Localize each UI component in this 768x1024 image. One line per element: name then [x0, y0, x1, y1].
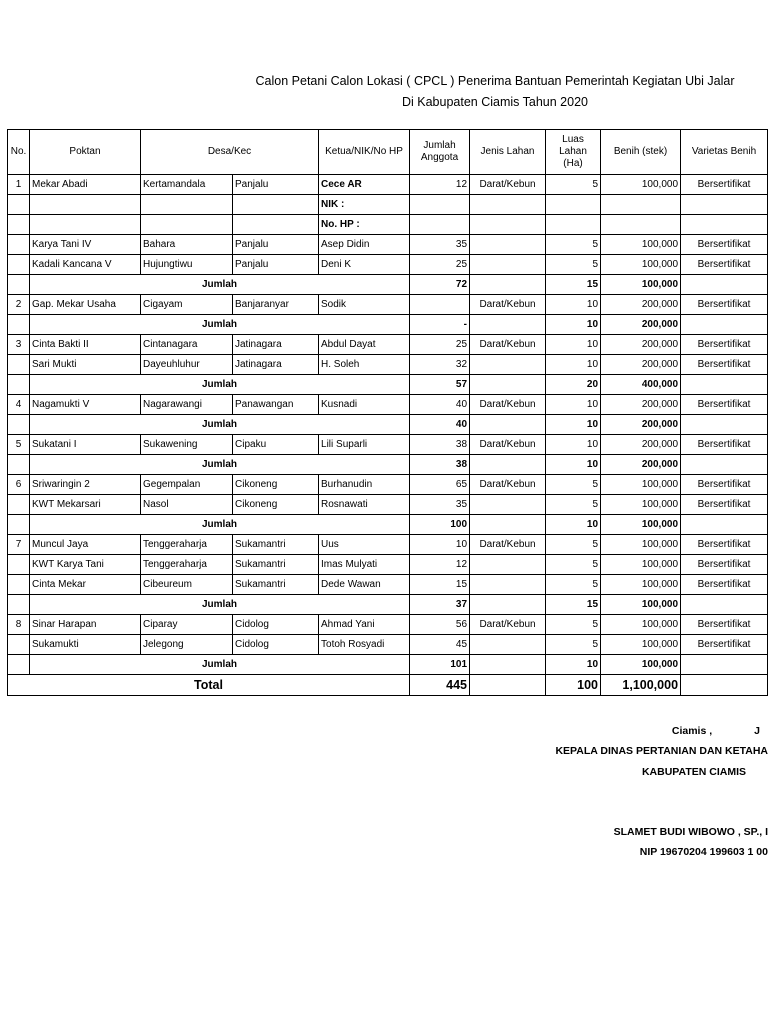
cell-poktan: Sari Mukti	[30, 355, 141, 375]
cell-no: 8	[8, 615, 30, 635]
subtotal-varietas-cell	[681, 655, 768, 675]
cpcl-table	[7, 129, 768, 696]
cell-luas-lahan: 5	[546, 535, 601, 555]
subtotal-jenis-cell	[470, 595, 546, 615]
subtotal-varietas-cell	[681, 515, 768, 535]
header-jenis-lahan: Jenis Lahan	[470, 130, 546, 175]
cell-anggota: 56	[410, 615, 470, 635]
cell-varietas: Bersertifikat	[681, 575, 768, 595]
header-desa-kec: Desa/Kec	[141, 130, 319, 175]
cell-luas-lahan: 5	[546, 255, 601, 275]
cell-poktan: Sinar Harapan	[30, 615, 141, 635]
table-row	[8, 555, 768, 575]
cell-no: 2	[8, 295, 30, 315]
cell-jenis-lahan: Darat/Kebun	[470, 435, 546, 455]
cell-luas-lahan: 5	[546, 495, 601, 515]
cell-poktan: Cinta Mekar	[30, 575, 141, 595]
cell-benih: 200,000	[601, 395, 681, 415]
title-line-2: Di Kabupaten Ciamis Tahun 2020	[401, 95, 588, 109]
cell-benih: 100,000	[601, 575, 681, 595]
cell-benih: 100,000	[601, 615, 681, 635]
cell-benih: 100,000	[601, 555, 681, 575]
cell-desa: Ciparay	[141, 615, 233, 635]
cell-kec	[233, 195, 319, 215]
cell-jenis-lahan	[470, 355, 546, 375]
cell-jenis-lahan: Darat/Kebun	[470, 535, 546, 555]
cell-desa: Nagarawangi	[141, 395, 233, 415]
cell-desa: Dayeuhluhur	[141, 355, 233, 375]
cell-no	[8, 235, 30, 255]
subtotal-row	[8, 375, 768, 395]
subtotal-no-cell	[8, 315, 30, 335]
cell-varietas: Bersertifikat	[681, 335, 768, 355]
cell-ketua: Ahmad Yani	[319, 615, 410, 635]
table-row	[8, 535, 768, 555]
cell-ketua: Imas Mulyati	[319, 555, 410, 575]
cell-ketua: Cece AR	[319, 175, 410, 195]
cell-anggota: 45	[410, 635, 470, 655]
cell-anggota: 15	[410, 575, 470, 595]
cell-kec: Panjalu	[233, 235, 319, 255]
cell-desa: Kertamandala	[141, 175, 233, 195]
subtotal-no-cell	[8, 375, 30, 395]
subtotal-benih: 200,000	[601, 415, 681, 435]
table-row	[8, 195, 768, 215]
table-row	[8, 295, 768, 315]
subtotal-luas: 10	[546, 455, 601, 475]
cell-luas-lahan: 10	[546, 355, 601, 375]
cell-desa: Gegempalan	[141, 475, 233, 495]
table-row	[8, 475, 768, 495]
subtotal-varietas-cell	[681, 415, 768, 435]
table-row	[8, 175, 768, 195]
cell-benih: 100,000	[601, 475, 681, 495]
cell-desa: Sukawening	[141, 435, 233, 455]
cell-ketua: Sodik	[319, 295, 410, 315]
subtotal-varietas-cell	[681, 315, 768, 335]
cell-luas-lahan: 10	[546, 395, 601, 415]
subtotal-benih: 200,000	[601, 315, 681, 335]
table-row	[8, 435, 768, 455]
cell-poktan: Mekar Abadi	[30, 175, 141, 195]
cell-poktan: KWT Mekarsari	[30, 495, 141, 515]
cell-varietas: Bersertifikat	[681, 255, 768, 275]
subtotal-label: Jumlah	[30, 655, 410, 675]
cell-varietas: Bersertifikat	[681, 615, 768, 635]
cell-no: 3	[8, 335, 30, 355]
subtotal-luas: 15	[546, 595, 601, 615]
cell-varietas	[681, 195, 768, 215]
cell-no	[8, 555, 30, 575]
cell-jenis-lahan: Darat/Kebun	[470, 615, 546, 635]
subtotal-label: Jumlah	[30, 375, 410, 395]
subtotal-label: Jumlah	[30, 515, 410, 535]
cell-no: 7	[8, 535, 30, 555]
cell-poktan: Cinta Bakti II	[30, 335, 141, 355]
cell-jenis-lahan: Darat/Kebun	[470, 335, 546, 355]
header-benih: Benih (stek)	[601, 130, 681, 175]
subtotal-jenis-cell	[470, 415, 546, 435]
cell-jenis-lahan: Darat/Kebun	[470, 295, 546, 315]
cell-anggota	[410, 295, 470, 315]
signature-place-date	[672, 725, 760, 737]
subtotal-benih: 100,000	[601, 515, 681, 535]
cell-ketua: No. HP :	[319, 215, 410, 235]
subtotal-row	[8, 515, 768, 535]
cell-jenis-lahan	[470, 195, 546, 215]
subtotal-varietas-cell	[681, 275, 768, 295]
table-row	[8, 575, 768, 595]
header-varietas: Varietas Benih	[681, 130, 768, 175]
cell-luas-lahan: 5	[546, 475, 601, 495]
cell-poktan: Muncul Jaya	[30, 535, 141, 555]
total-benih: 1,100,000	[601, 675, 681, 696]
subtotal-jenis-cell	[470, 515, 546, 535]
cell-ketua: Uus	[319, 535, 410, 555]
signature-office: KABUPATEN CIAMIS	[641, 766, 746, 778]
subtotal-no-cell	[8, 415, 30, 435]
subtotal-row	[8, 415, 768, 435]
cell-jenis-lahan: Darat/Kebun	[470, 395, 546, 415]
cell-luas-lahan: 10	[546, 335, 601, 355]
subtotal-luas: 20	[546, 375, 601, 395]
cell-benih	[601, 215, 681, 235]
signature-name: SLAMET BUDI WIBOWO , SP., I	[613, 826, 768, 838]
cell-anggota: 10	[410, 535, 470, 555]
cell-luas-lahan: 5	[546, 615, 601, 635]
cell-kec: Jatinagara	[233, 355, 319, 375]
cell-anggota	[410, 215, 470, 235]
cell-jenis-lahan	[470, 575, 546, 595]
subtotal-anggota: 37	[410, 595, 470, 615]
cell-poktan: KWT Karya Tani	[30, 555, 141, 575]
cell-benih	[601, 195, 681, 215]
subtotal-benih: 100,000	[601, 275, 681, 295]
cell-anggota	[410, 195, 470, 215]
cell-luas-lahan: 10	[546, 435, 601, 455]
cell-luas-lahan	[546, 195, 601, 215]
cell-no	[8, 195, 30, 215]
subtotal-anggota: 38	[410, 455, 470, 475]
cell-ketua: Rosnawati	[319, 495, 410, 515]
cell-kec: Cikoneng	[233, 475, 319, 495]
cell-benih: 100,000	[601, 255, 681, 275]
cell-no	[8, 355, 30, 375]
subtotal-varietas-cell	[681, 375, 768, 395]
cell-benih: 100,000	[601, 635, 681, 655]
cell-kec: Jatinagara	[233, 335, 319, 355]
cell-luas-lahan	[546, 215, 601, 235]
cell-desa: Tenggeraharja	[141, 535, 233, 555]
cell-kec: Cipaku	[233, 435, 319, 455]
subtotal-no-cell	[8, 595, 30, 615]
subtotal-luas: 15	[546, 275, 601, 295]
cell-ketua: H. Soleh	[319, 355, 410, 375]
subtotal-label: Jumlah	[30, 415, 410, 435]
cell-no	[8, 255, 30, 275]
subtotal-luas: 10	[546, 655, 601, 675]
cell-benih: 200,000	[601, 295, 681, 315]
subtotal-benih: 200,000	[601, 455, 681, 475]
cell-jenis-lahan: Darat/Kebun	[470, 175, 546, 195]
header-no: No.	[8, 130, 30, 175]
signature-nip: NIP 19670204 199603 1 00	[639, 846, 768, 858]
cell-anggota: 25	[410, 335, 470, 355]
subtotal-label: Jumlah	[30, 315, 410, 335]
signature-month: J	[754, 725, 760, 737]
cell-anggota: 12	[410, 555, 470, 575]
subtotal-row	[8, 595, 768, 615]
cell-jenis-lahan	[470, 555, 546, 575]
cell-no: 5	[8, 435, 30, 455]
subtotal-luas: 10	[546, 415, 601, 435]
subtotal-anggota: 40	[410, 415, 470, 435]
cell-desa: Nasol	[141, 495, 233, 515]
header-poktan: Poktan	[30, 130, 141, 175]
cell-luas-lahan: 5	[546, 555, 601, 575]
subtotal-benih: 100,000	[601, 595, 681, 615]
cell-ketua: Burhanudin	[319, 475, 410, 495]
cell-ketua: Abdul Dayat	[319, 335, 410, 355]
subtotal-anggota: 101	[410, 655, 470, 675]
cell-kec: Sukamantri	[233, 535, 319, 555]
cell-anggota: 12	[410, 175, 470, 195]
subtotal-jenis-cell	[470, 275, 546, 295]
subtotal-no-cell	[8, 655, 30, 675]
cell-ketua: Asep Didin	[319, 235, 410, 255]
cell-ketua: Lili Suparli	[319, 435, 410, 455]
cell-ketua: Kusnadi	[319, 395, 410, 415]
cell-anggota: 32	[410, 355, 470, 375]
cell-luas-lahan: 5	[546, 235, 601, 255]
signature-place: Ciamis ,	[671, 725, 713, 737]
cell-kec: Cidolog	[233, 635, 319, 655]
cell-varietas: Bersertifikat	[681, 395, 768, 415]
cell-poktan: Sukatani I	[30, 435, 141, 455]
cell-kec: Cikoneng	[233, 495, 319, 515]
cell-desa: Cibeureum	[141, 575, 233, 595]
subtotal-anggota: 57	[410, 375, 470, 395]
cell-varietas: Bersertifikat	[681, 475, 768, 495]
subtotal-row	[8, 315, 768, 335]
header-jumlah-anggota: Jumlah Anggota	[410, 130, 470, 175]
cell-benih: 100,000	[601, 535, 681, 555]
table-row	[8, 635, 768, 655]
cell-poktan: Gap. Mekar Usaha	[30, 295, 141, 315]
total-row	[8, 675, 768, 696]
subtotal-no-cell	[8, 455, 30, 475]
subtotal-row	[8, 455, 768, 475]
cell-desa: Tenggeraharja	[141, 555, 233, 575]
total-varietas-cell	[681, 675, 768, 696]
cell-jenis-lahan	[470, 235, 546, 255]
cell-anggota: 35	[410, 495, 470, 515]
cell-no	[8, 215, 30, 235]
cell-desa: Jelegong	[141, 635, 233, 655]
cell-varietas: Bersertifikat	[681, 635, 768, 655]
table-row	[8, 215, 768, 235]
cell-luas-lahan: 5	[546, 635, 601, 655]
cell-poktan: Karya Tani IV	[30, 235, 141, 255]
cell-no: 4	[8, 395, 30, 415]
cell-kec: Sukamantri	[233, 575, 319, 595]
cell-jenis-lahan	[470, 635, 546, 655]
title-line-1: Calon Petani Calon Lokasi ( CPCL ) Penerima Bantuan Pemerintah Kegiatan Ubi Jalar	[255, 74, 735, 88]
cell-benih: 200,000	[601, 435, 681, 455]
subtotal-row	[8, 275, 768, 295]
cell-varietas: Bersertifikat	[681, 555, 768, 575]
subtotal-label: Jumlah	[30, 595, 410, 615]
cell-ketua: Deni K	[319, 255, 410, 275]
cell-anggota: 40	[410, 395, 470, 415]
header-ketua: Ketua/NIK/No HP	[319, 130, 410, 175]
total-jenis-cell	[470, 675, 546, 696]
subtotal-jenis-cell	[470, 655, 546, 675]
cell-luas-lahan: 5	[546, 175, 601, 195]
cell-jenis-lahan	[470, 255, 546, 275]
header-luas-lahan: Luas Lahan (Ha)	[546, 130, 601, 175]
cell-varietas: Bersertifikat	[681, 235, 768, 255]
cell-varietas: Bersertifikat	[681, 495, 768, 515]
table-row	[8, 335, 768, 355]
cell-anggota: 35	[410, 235, 470, 255]
cell-benih: 200,000	[601, 335, 681, 355]
cell-no	[8, 575, 30, 595]
cell-desa: Hujungtiwu	[141, 255, 233, 275]
subtotal-benih: 100,000	[601, 655, 681, 675]
subtotal-jenis-cell	[470, 455, 546, 475]
table-row	[8, 615, 768, 635]
table-row	[8, 355, 768, 375]
cell-kec: Cidolog	[233, 615, 319, 635]
subtotal-label: Jumlah	[30, 455, 410, 475]
cell-desa: Cintanagara	[141, 335, 233, 355]
cell-kec: Banjaranyar	[233, 295, 319, 315]
cell-kec: Panjalu	[233, 175, 319, 195]
total-label: Total	[8, 675, 410, 696]
table-header-row	[8, 130, 768, 175]
cell-benih: 100,000	[601, 175, 681, 195]
cell-kec	[233, 215, 319, 235]
subtotal-row	[8, 655, 768, 675]
cell-varietas: Bersertifikat	[681, 435, 768, 455]
subtotal-anggota: -	[410, 315, 470, 335]
cell-kec: Panawangan	[233, 395, 319, 415]
cell-benih: 200,000	[601, 355, 681, 375]
cell-desa	[141, 215, 233, 235]
cell-poktan: Nagamukti V	[30, 395, 141, 415]
subtotal-no-cell	[8, 515, 30, 535]
subtotal-jenis-cell	[470, 315, 546, 335]
table-row	[8, 395, 768, 415]
subtotal-varietas-cell	[681, 595, 768, 615]
cell-no	[8, 495, 30, 515]
table-row	[8, 495, 768, 515]
subtotal-anggota: 100	[410, 515, 470, 535]
cell-luas-lahan: 5	[546, 575, 601, 595]
cell-ketua: NIK :	[319, 195, 410, 215]
subtotal-jenis-cell	[470, 375, 546, 395]
cell-poktan	[30, 195, 141, 215]
cell-desa: Cigayam	[141, 295, 233, 315]
cell-varietas	[681, 215, 768, 235]
cell-no	[8, 635, 30, 655]
document-title	[240, 71, 750, 113]
subtotal-label: Jumlah	[30, 275, 410, 295]
cell-anggota: 25	[410, 255, 470, 275]
subtotal-luas: 10	[546, 315, 601, 335]
cell-desa	[141, 195, 233, 215]
subtotal-anggota: 72	[410, 275, 470, 295]
signature-position: KEPALA DINAS PERTANIAN DAN KETAHA	[555, 745, 768, 757]
subtotal-varietas-cell	[681, 455, 768, 475]
cell-kec: Sukamantri	[233, 555, 319, 575]
cell-varietas: Bersertifikat	[681, 295, 768, 315]
cell-poktan: Sriwaringin 2	[30, 475, 141, 495]
cell-jenis-lahan	[470, 495, 546, 515]
cell-jenis-lahan: Darat/Kebun	[470, 475, 546, 495]
cell-ketua: Totoh Rosyadi	[319, 635, 410, 655]
cell-poktan	[30, 215, 141, 235]
table-body	[8, 130, 768, 696]
cell-varietas: Bersertifikat	[681, 355, 768, 375]
cell-poktan: Sukamukti	[30, 635, 141, 655]
cell-no: 1	[8, 175, 30, 195]
cell-varietas: Bersertifikat	[681, 535, 768, 555]
cell-benih: 100,000	[601, 495, 681, 515]
cell-jenis-lahan	[470, 215, 546, 235]
cell-desa: Bahara	[141, 235, 233, 255]
cell-ketua: Dede Wawan	[319, 575, 410, 595]
total-anggota: 445	[410, 675, 470, 696]
subtotal-luas: 10	[546, 515, 601, 535]
subtotal-no-cell	[8, 275, 30, 295]
cell-anggota: 65	[410, 475, 470, 495]
total-luas: 100	[546, 675, 601, 696]
subtotal-benih: 400,000	[601, 375, 681, 395]
cell-poktan: Kadali Kancana V	[30, 255, 141, 275]
cell-luas-lahan: 10	[546, 295, 601, 315]
cell-kec: Panjalu	[233, 255, 319, 275]
table-row	[8, 255, 768, 275]
cell-no: 6	[8, 475, 30, 495]
table-row	[8, 235, 768, 255]
cell-benih: 100,000	[601, 235, 681, 255]
cell-varietas: Bersertifikat	[681, 175, 768, 195]
cell-anggota: 38	[410, 435, 470, 455]
